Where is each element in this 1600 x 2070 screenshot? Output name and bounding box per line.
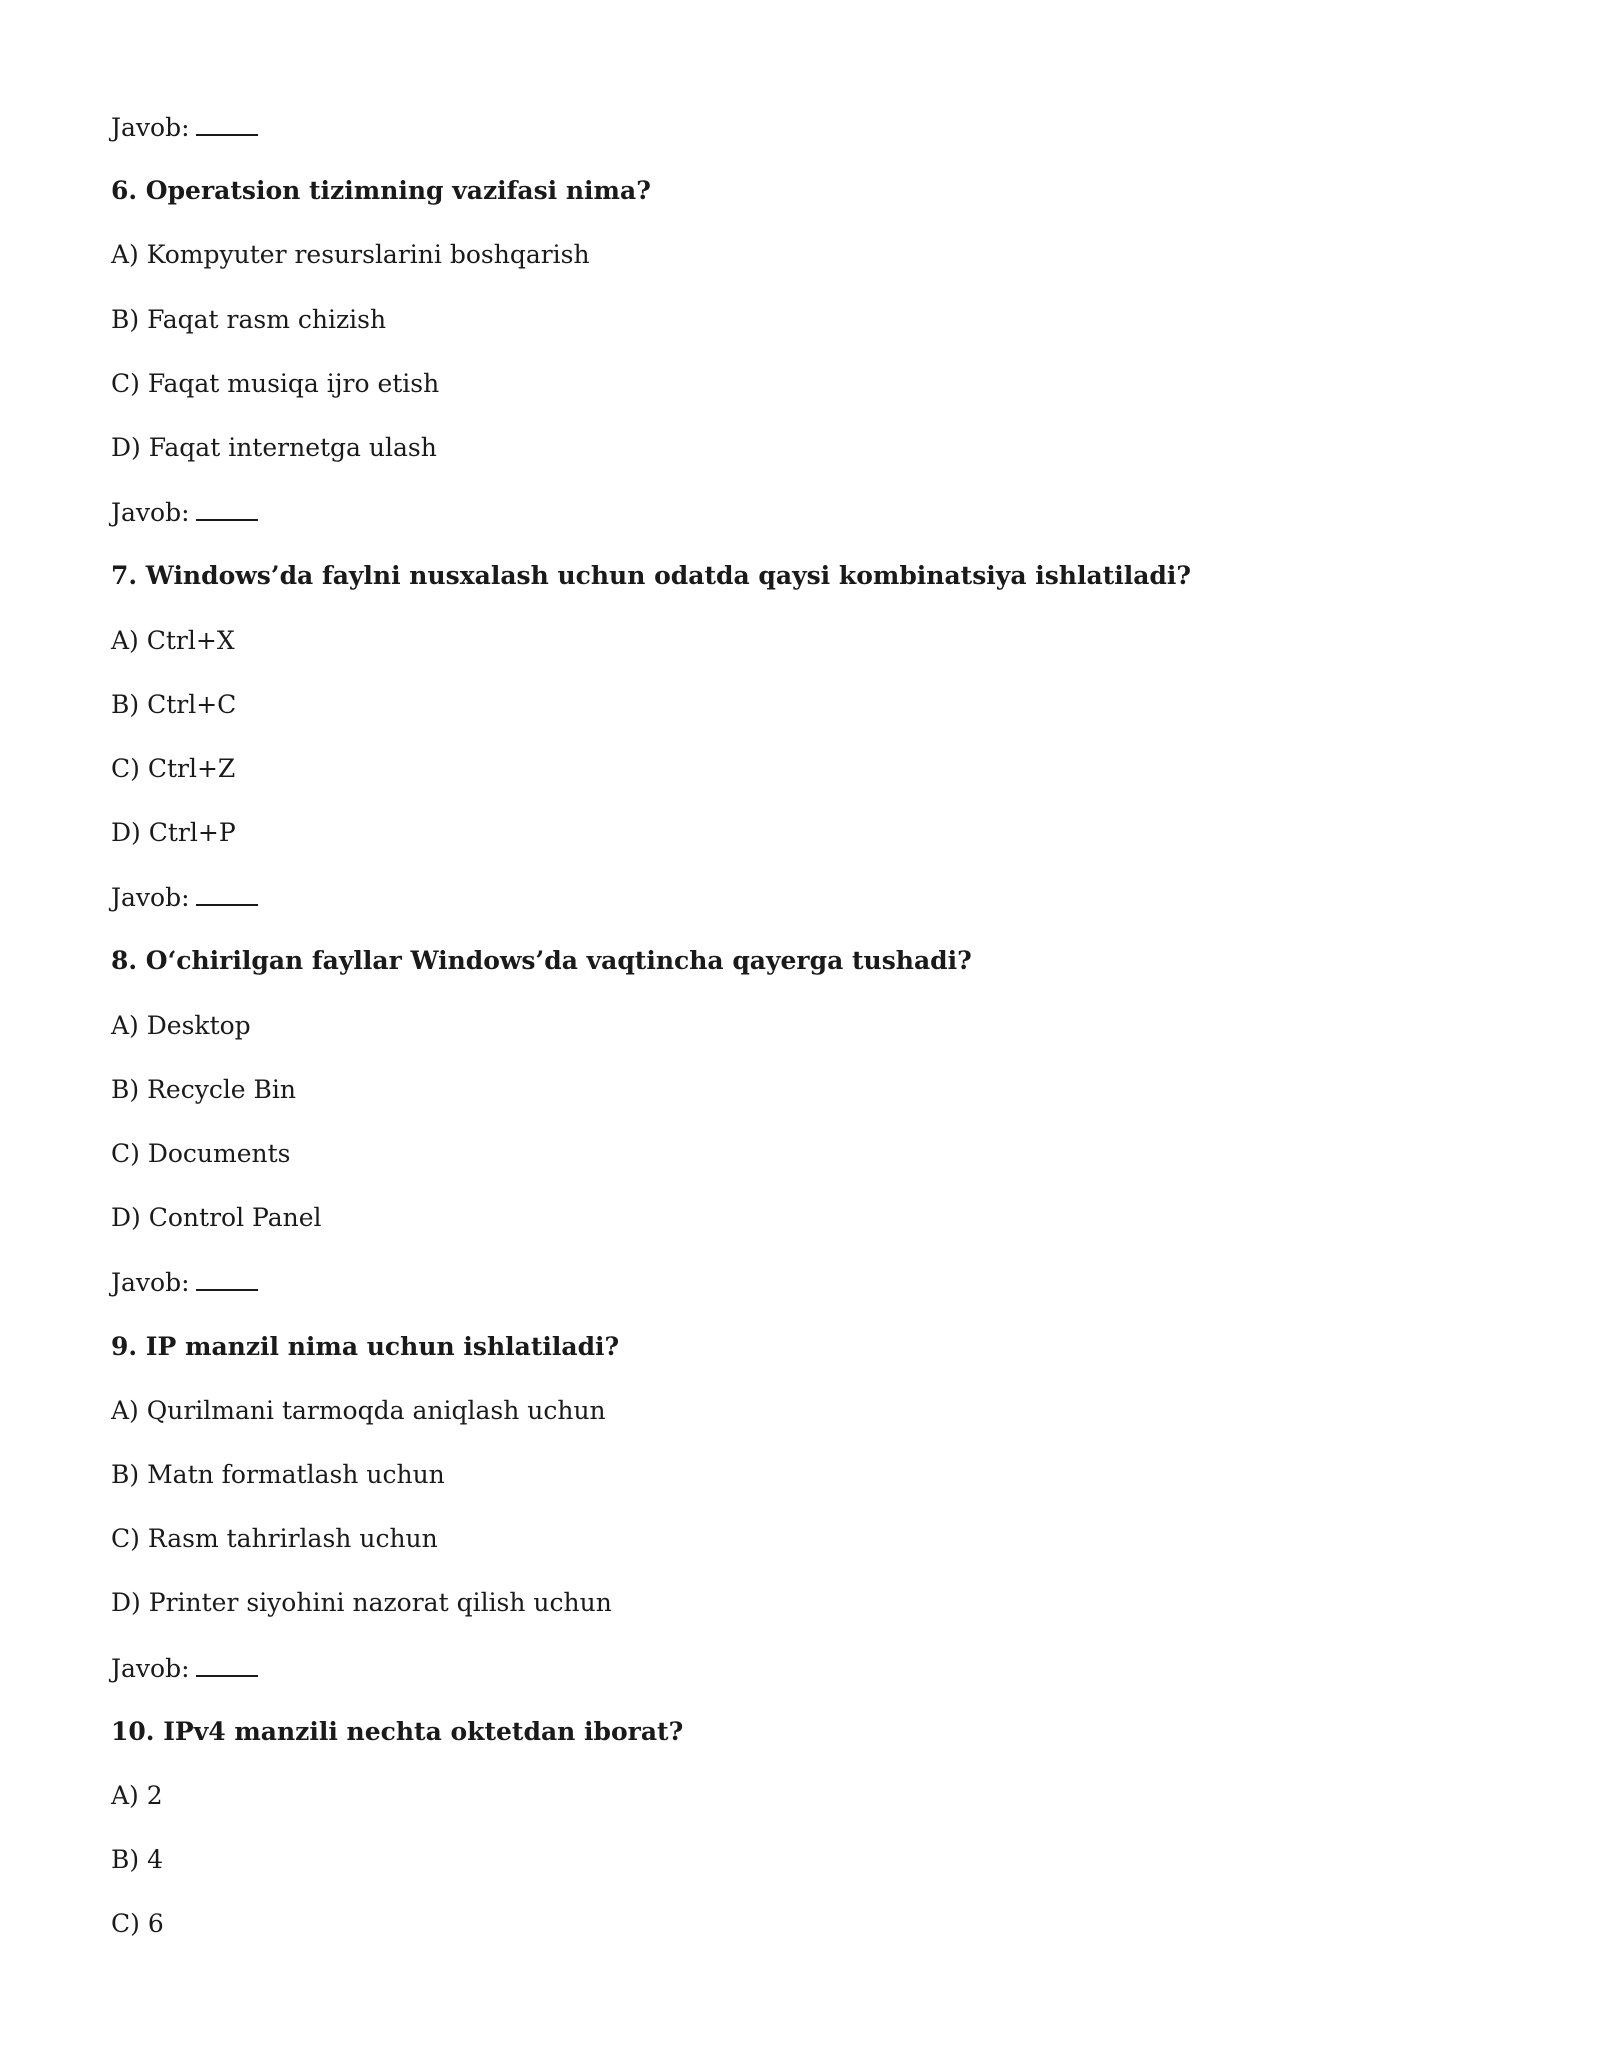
option-6b: B) Faqat rasm chizish — [111, 304, 387, 334]
answer-line — [111, 1645, 1511, 1709]
option-8b: B) Recycle Bin — [111, 1074, 297, 1104]
question-6: 6. Operatsion tizimning vazifasi nima? — [111, 176, 651, 206]
question-9: 9. IP manzil nima uchun ishlatiladi? — [111, 1331, 620, 1361]
option-7a: A) Ctrl+X — [111, 625, 235, 655]
answer-blank[interactable] — [196, 104, 258, 136]
option-8a: A) Desktop — [111, 1010, 251, 1040]
option-9d: D) Printer siyohini nazorat qilish uchun — [111, 1588, 612, 1618]
option-7d: D) Ctrl+P — [111, 818, 236, 848]
answer-label: Javob: — [111, 1268, 190, 1298]
option-9c: C) Rasm tahrirlash uchun — [111, 1524, 438, 1554]
option-6d: D) Faqat internetga ulash — [111, 432, 437, 462]
option-10a: A) 2 — [111, 1780, 163, 1810]
answer-blank[interactable] — [196, 1259, 258, 1291]
question-8: 8. O‘chirilgan fayllar Windows’da vaqtincha qayerga tushadi? — [111, 946, 972, 976]
answer-label: Javob: — [111, 498, 190, 528]
option-9a: A) Qurilmani tarmoqda aniqlash uchun — [111, 1395, 606, 1425]
answer-line — [111, 1259, 1511, 1323]
option-10b: B) 4 — [111, 1845, 163, 1875]
option-9b: B) Matn formatlash uchun — [111, 1459, 445, 1489]
option-10c: C) 6 — [111, 1909, 164, 1939]
option-7c: C) Ctrl+Z — [111, 753, 236, 783]
quiz-page — [111, 104, 1511, 1965]
answer-blank[interactable] — [196, 874, 258, 906]
answer-blank[interactable] — [196, 489, 258, 521]
option-6c: C) Faqat musiqa ijro etish — [111, 368, 440, 398]
option-6a: A) Kompyuter resurslarini boshqarish — [111, 240, 590, 270]
option-8c: C) Documents — [111, 1139, 291, 1168]
question-7: 7. Windows’da faylni nusxalash uchun odatda qaysi kombinatsiya ishlatiladi? — [111, 561, 1192, 591]
answer-line — [111, 104, 1511, 168]
option-8d: D) Control Panel — [111, 1203, 322, 1233]
answer-line — [111, 489, 1511, 553]
answer-blank[interactable] — [196, 1645, 258, 1677]
answer-line — [111, 874, 1511, 938]
answer-label: Javob: — [111, 113, 190, 142]
answer-label: Javob: — [111, 883, 190, 913]
answer-label: Javob: — [111, 1653, 190, 1683]
option-7b: B) Ctrl+C — [111, 689, 237, 719]
question-10: 10. IPv4 manzili nechta oktetdan iborat? — [111, 1716, 684, 1746]
